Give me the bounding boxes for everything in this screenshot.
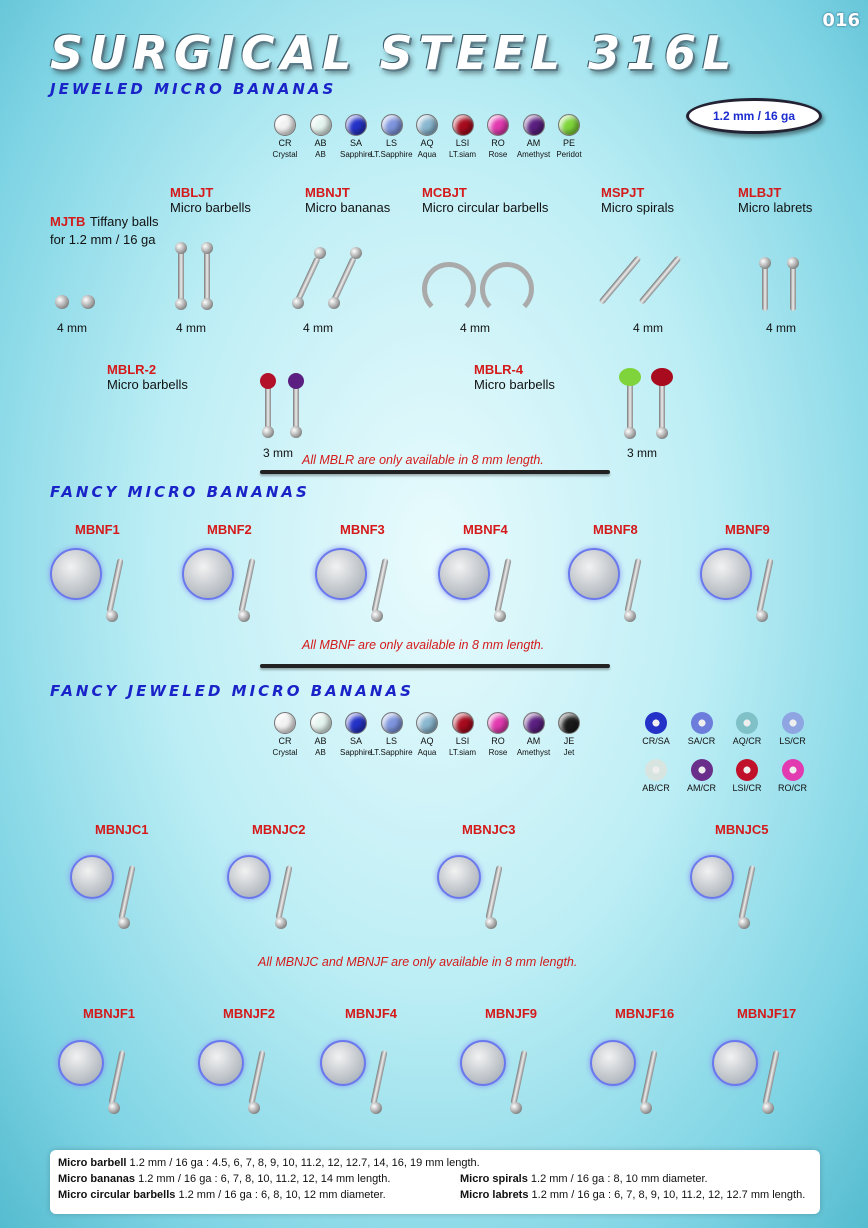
product-closeup-image [315, 548, 367, 600]
ball-end-image [738, 917, 750, 929]
flower-icon [736, 712, 758, 734]
flower-icon [691, 759, 713, 781]
color-code: JE [563, 736, 575, 746]
color-name: LT.siam [449, 748, 476, 757]
sku-label: MBNJF9 [485, 1006, 538, 1021]
banana-pin-image [238, 558, 255, 613]
product-closeup-image [568, 548, 620, 600]
product-closeup-image [70, 855, 114, 899]
banana-pin-image [738, 865, 755, 920]
ball-end-image [762, 1102, 774, 1114]
ball-end-image [640, 1102, 652, 1114]
ball-end-image [275, 917, 287, 929]
divider [260, 470, 610, 474]
product-desc: Micro barbells [474, 377, 555, 392]
sku-label: MBLR-4 [474, 362, 524, 377]
sku-label: MBNF8 [593, 522, 638, 537]
banana-pin-image [118, 865, 135, 920]
gem-icon [558, 114, 580, 136]
ball-end-image [370, 1102, 382, 1114]
color-name: Sapphire [339, 150, 373, 159]
product-closeup-image [590, 1040, 636, 1086]
banana-pin-image [756, 558, 773, 613]
color-name: Amethyst [516, 150, 551, 159]
ball-end-image [106, 610, 118, 622]
mjtb-header [50, 213, 159, 249]
sku-label: MBNJF16 [615, 1006, 675, 1021]
product-desc: Micro barbells [170, 200, 251, 215]
section-fancy-title: FANCY MICRO BANANAS [50, 483, 310, 501]
ball-end-image [624, 610, 636, 622]
sku-label: MBNJF17 [737, 1006, 797, 1021]
color-name: Sapphire [339, 748, 373, 757]
banana-pin-image [108, 1050, 125, 1105]
product-desc: Micro circular barbells [422, 200, 549, 215]
mbnjc-note: All MBNJC and MBNJF are only available in 8 mm length. [258, 955, 578, 969]
color-name: Crystal [272, 150, 298, 159]
flower-swatch [765, 712, 821, 746]
banana-pin-image [370, 1050, 387, 1105]
sku-label: MBNJC2 [252, 822, 306, 837]
banana-pin-image [624, 558, 641, 613]
product-mcbjt [422, 185, 548, 215]
ball-end-image [485, 917, 497, 929]
mspjt-image [597, 245, 692, 315]
product-closeup-image [712, 1040, 758, 1086]
color-name: Jet [563, 748, 575, 757]
gauge-badge: 1.2 mm / 16 ga [686, 98, 822, 134]
sku-mjtb: MJTB [50, 214, 86, 229]
color-code: LS [385, 138, 397, 148]
sku-label: MBNJF4 [345, 1006, 398, 1021]
footer-line: Micro spirals 1.2 mm / 16 ga : 8, 10 mm diameter. [460, 1173, 708, 1185]
sku-label: MBNF2 [207, 522, 252, 537]
section-jeweled-title: JEWELED MICRO BANANAS [50, 80, 337, 98]
flower-icon [736, 759, 758, 781]
color-swatch [539, 114, 599, 159]
product-mspjt [601, 185, 674, 215]
page-number: 016 [822, 10, 860, 31]
sku-label: MBNJF2 [223, 1006, 276, 1021]
footer-line: Micro labrets 1.2 mm / 16 ga : 6, 7, 8, 9, 10, 11.2, 12, 12.7 mm length. [460, 1189, 806, 1201]
flower-icon [782, 712, 804, 734]
color-name: LT.siam [449, 150, 476, 159]
size-info-footer [50, 1150, 820, 1214]
product-closeup-image [690, 855, 734, 899]
size-label: 4 mm [633, 321, 663, 335]
flower-icon [782, 759, 804, 781]
color-name: Amethyst [516, 748, 551, 757]
color-name: Peridot [556, 150, 582, 159]
color-name: AB [315, 748, 326, 757]
banana-pin-image [494, 558, 511, 613]
color-code: AQ [420, 138, 434, 148]
flower-swatch [765, 759, 821, 793]
sku-label: MBNF4 [463, 522, 508, 537]
sku-label: MLBJT [738, 185, 782, 200]
sku-label: MBNF9 [725, 522, 770, 537]
size-label: 3 mm [263, 446, 293, 460]
product-closeup-image [438, 548, 490, 600]
mbljt-image [172, 240, 222, 315]
color-code: RO [491, 138, 505, 148]
mcbjt-image [420, 260, 535, 315]
product-closeup-image [227, 855, 271, 899]
product-closeup-image [700, 548, 752, 600]
mblr-note: All MBLR are only available in 8 mm length. [302, 453, 544, 467]
ball-end-image [510, 1102, 522, 1114]
color-name: LT.Sapphire [370, 748, 413, 757]
product-desc: Micro labrets [738, 200, 813, 215]
color-code: SA [349, 138, 362, 148]
color-code: AB [314, 138, 327, 148]
banana-pin-image [371, 558, 388, 613]
size-label: 3 mm [627, 446, 657, 460]
color-code: LSI [455, 736, 470, 746]
flower-icon [691, 712, 713, 734]
banana-pin-image [510, 1050, 527, 1105]
color-name: Crystal [272, 748, 298, 757]
footer-line: Micro circular barbells 1.2 mm / 16 ga : 6, 8, 10, 12 mm diameter. [58, 1189, 386, 1201]
color-name: Rose [488, 748, 508, 757]
mlbjt-image [752, 255, 812, 315]
footer-line: Micro barbell 1.2 mm / 16 ga : 4.5, 6, 7, 8, 9, 10, 11.2, 12, 12.7, 14, 16, 19 mm length. [58, 1157, 480, 1169]
mblr-4-image [615, 365, 680, 440]
sku-label: MBNJC5 [715, 822, 769, 837]
product-closeup-image [198, 1040, 244, 1086]
section-fancy-jeweled-title: FANCY JEWELED MICRO BANANAS [50, 682, 414, 700]
page-title: SURGICAL STEEL 316L [50, 26, 738, 80]
sku-label: MBNJC3 [462, 822, 516, 837]
color-code: SA [349, 736, 362, 746]
sku-label: MBLR-2 [107, 362, 157, 377]
sku-label: MBNJF1 [83, 1006, 136, 1021]
combo-code: LSI/CR [732, 783, 762, 793]
sku-label: MCBJT [422, 185, 467, 200]
banana-pin-image [275, 865, 292, 920]
ball-end-image [248, 1102, 260, 1114]
product-closeup-image [182, 548, 234, 600]
combo-code: LS/CR [779, 736, 806, 746]
color-code: PE [562, 138, 575, 148]
size-label: 4 mm [303, 321, 333, 335]
flower-icon [645, 712, 667, 734]
ball-end-image [238, 610, 250, 622]
size-label: 4 mm [766, 321, 796, 335]
product-desc: Micro spirals [601, 200, 674, 215]
footer-line: Micro bananas 1.2 mm / 16 ga : 6, 7, 8, 10, 11.2, 12, 14 mm length. [58, 1173, 391, 1185]
combo-code: AM/CR [687, 783, 716, 793]
sku-label: MBLJT [170, 185, 214, 200]
color-code: CR [278, 736, 292, 746]
mjtb-desc: Tiffany balls [89, 214, 159, 229]
size-label: 4 mm [460, 321, 490, 335]
combo-code: CR/SA [642, 736, 670, 746]
product-mbljt [170, 185, 251, 215]
product-closeup-image [50, 548, 102, 600]
divider [260, 664, 610, 668]
color-name: Rose [488, 150, 508, 159]
combo-code: AB/CR [642, 783, 670, 793]
color-name: Aqua [417, 150, 437, 159]
product-closeup-image [58, 1040, 104, 1086]
product-mbnjt [305, 185, 390, 215]
product-closeup-image [437, 855, 481, 899]
ball-end-image [756, 610, 768, 622]
sku-label: MBNF3 [340, 522, 385, 537]
mbnjt-image [290, 245, 370, 315]
color-code: AB [314, 736, 327, 746]
banana-pin-image [640, 1050, 657, 1105]
product-closeup-image [320, 1040, 366, 1086]
color-code: LS [385, 736, 397, 746]
combo-code: SA/CR [687, 736, 716, 746]
ball-end-image [118, 917, 130, 929]
mbnf-note: All MBNF are only available in 8 mm length. [302, 638, 545, 652]
color-name: LT.Sapphire [370, 150, 413, 159]
banana-pin-image [485, 865, 502, 920]
color-code: CR [278, 138, 292, 148]
banana-pin-image [762, 1050, 779, 1105]
product-desc: Micro bananas [305, 200, 391, 215]
color-code: AQ [420, 736, 434, 746]
combo-code: AQ/CR [732, 736, 762, 746]
size-label: 4 mm [176, 321, 206, 335]
ball-end-image [108, 1102, 120, 1114]
banana-pin-image [106, 558, 123, 613]
product-mblr-2 [107, 362, 188, 392]
banana-pin-image [248, 1050, 265, 1105]
size-label: 4 mm [57, 321, 87, 335]
mblr-2-image [255, 370, 315, 440]
product-closeup-image [460, 1040, 506, 1086]
color-code: AM [526, 736, 541, 746]
mjtb-desc-gauge: for 1.2 mm / 16 ga [50, 232, 156, 247]
color-swatch [539, 712, 599, 757]
sku-label: MBNJC1 [95, 822, 149, 837]
product-mlbjt [738, 185, 812, 215]
color-code: AM [526, 138, 541, 148]
color-code: LSI [455, 138, 470, 148]
color-name: AB [315, 150, 326, 159]
sku-label: MSPJT [601, 185, 645, 200]
ball-end-image [371, 610, 383, 622]
color-name: Aqua [417, 748, 437, 757]
color-code: RO [491, 736, 505, 746]
flower-icon [645, 759, 667, 781]
product-mblr-4 [474, 362, 555, 392]
sku-label: MBNJT [305, 185, 350, 200]
product-desc: Micro barbells [107, 377, 188, 392]
sku-label: MBNF1 [75, 522, 120, 537]
gem-icon [558, 712, 580, 734]
ball-end-image [494, 610, 506, 622]
combo-code: RO/CR [778, 783, 807, 793]
